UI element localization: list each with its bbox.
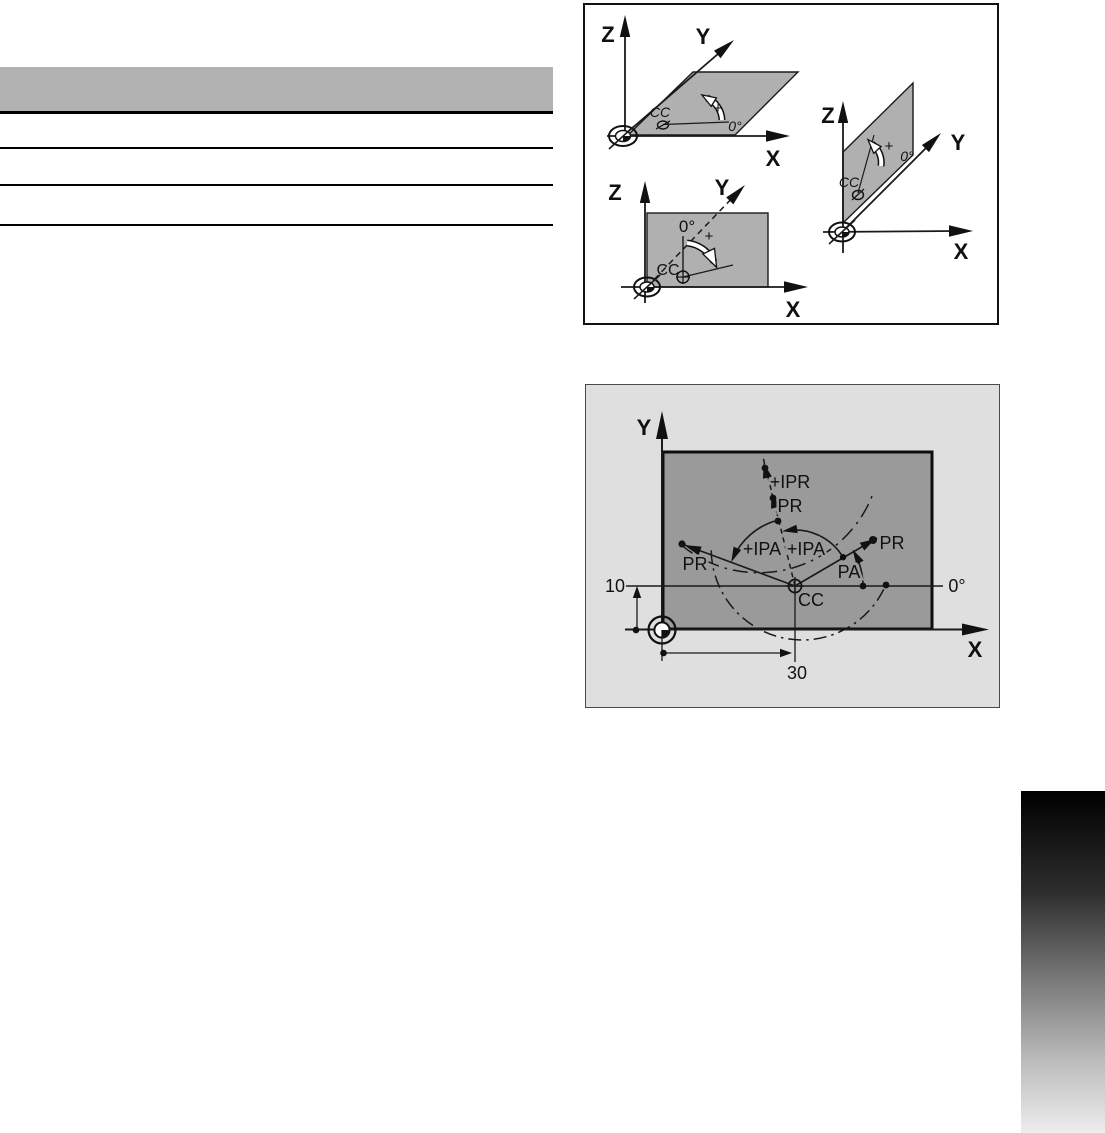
ipa-left-label: +IPA	[742, 539, 782, 559]
ipr-label: +IPR	[769, 472, 811, 492]
pr-mid-label: PR	[777, 496, 803, 516]
pr-right-label: PR	[879, 533, 905, 553]
table-rule-thick	[0, 111, 553, 114]
figure-border	[584, 4, 998, 324]
cc-label: CC	[798, 590, 824, 610]
zero-degree-label: 0°	[678, 217, 696, 236]
table-header-bar	[0, 67, 553, 111]
y-axis-label: Y	[695, 24, 711, 49]
x-axis-label: X	[785, 297, 801, 322]
y-axis-label: Y	[636, 415, 652, 440]
pr-left-label: PR	[682, 554, 708, 574]
z-axis-label: Z	[608, 180, 622, 205]
dimension-30-label: 30	[786, 663, 808, 683]
dimension-10-label: 10	[604, 576, 626, 596]
z-axis-label: Z	[601, 22, 615, 47]
plus-label: +	[704, 228, 714, 245]
figure-polar-planes	[583, 3, 999, 325]
x-axis-label: X	[765, 146, 781, 171]
plus-label: +	[884, 138, 894, 155]
zero-degree-label: 0°	[948, 576, 966, 596]
table-rule	[0, 147, 553, 149]
cc-label: CC	[838, 174, 860, 190]
table-rule	[0, 224, 553, 226]
x-axis-label: X	[953, 239, 969, 264]
zero-degree-label: 0°	[728, 118, 742, 134]
y-axis-label: Y	[950, 130, 966, 155]
z-axis-label: Z	[821, 103, 835, 128]
ipa-right-label: +IPA	[786, 539, 826, 559]
zero-degree-label: 0°	[900, 148, 914, 164]
plus-label: +	[713, 100, 723, 117]
pa-label: PA	[837, 562, 861, 582]
x-axis-label: X	[967, 637, 983, 662]
cc-label: CC	[649, 104, 671, 120]
figure-polar-coordinates	[585, 384, 1000, 708]
table-rule	[0, 184, 553, 186]
page-gradient-bar	[1021, 791, 1105, 1133]
y-axis-label: Y	[714, 175, 730, 200]
cc-label: CC	[656, 262, 680, 279]
